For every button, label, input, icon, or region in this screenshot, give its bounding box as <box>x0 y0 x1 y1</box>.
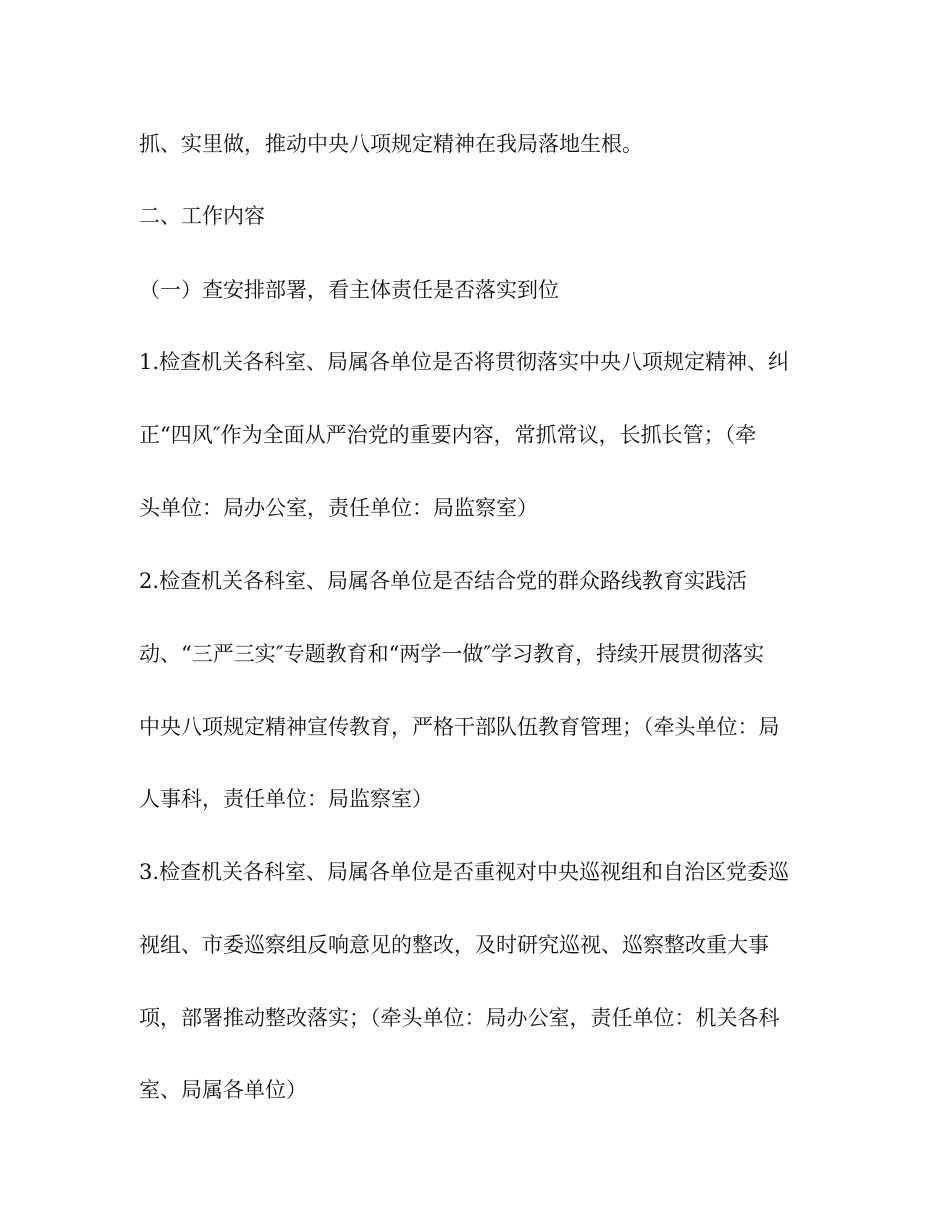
subsection-heading: （一）查安排部署，看主体责任是否落实到位 <box>139 278 559 302</box>
item-1-line-1: 1.检查机关各科室、局属各单位是否将贯彻落实中央八项规定精神、纠 <box>139 350 790 374</box>
item-3-line-2: 视组、市委巡察组反响意见的整改，及时研究巡视、巡察整改重大事 <box>139 933 769 957</box>
item-3-line-3: 项，部署推动整改落实；（牵头单位：局办公室，责任单位：机关各科 <box>139 1006 780 1030</box>
item-2-line-4: 人事科，责任单位：局监察室） <box>139 787 433 811</box>
item-1-line-3: 头单位：局办公室，责任单位：局监察室） <box>139 496 538 520</box>
item-3-line-4: 室、局属各单位） <box>139 1078 307 1102</box>
item-2-line-2: 动、“三严三实″专题教育和“两学一做″学习教育，持续开展贯彻落实 <box>139 642 765 666</box>
item-3-line-1: 3.检查机关各科室、局属各单位是否重视对中央巡视组和自治区党委巡 <box>139 860 790 884</box>
item-1-line-2: 正“四风″作为全面从严治党的重要内容，常抓常议，长抓长管；（牵 <box>139 423 757 447</box>
item-2-line-3: 中央八项规定精神宣传教育，严格干部队伍教育管理；（牵头单位：局 <box>139 715 780 739</box>
section-heading: 二、工作内容 <box>139 204 265 228</box>
paragraph-line-continuation: 抓、实里做，推动中央八项规定精神在我局落地生根。 <box>139 132 643 156</box>
item-2-line-1: 2.检查机关各科室、局属各单位是否结合党的群众路线教育实践活 <box>139 569 748 593</box>
